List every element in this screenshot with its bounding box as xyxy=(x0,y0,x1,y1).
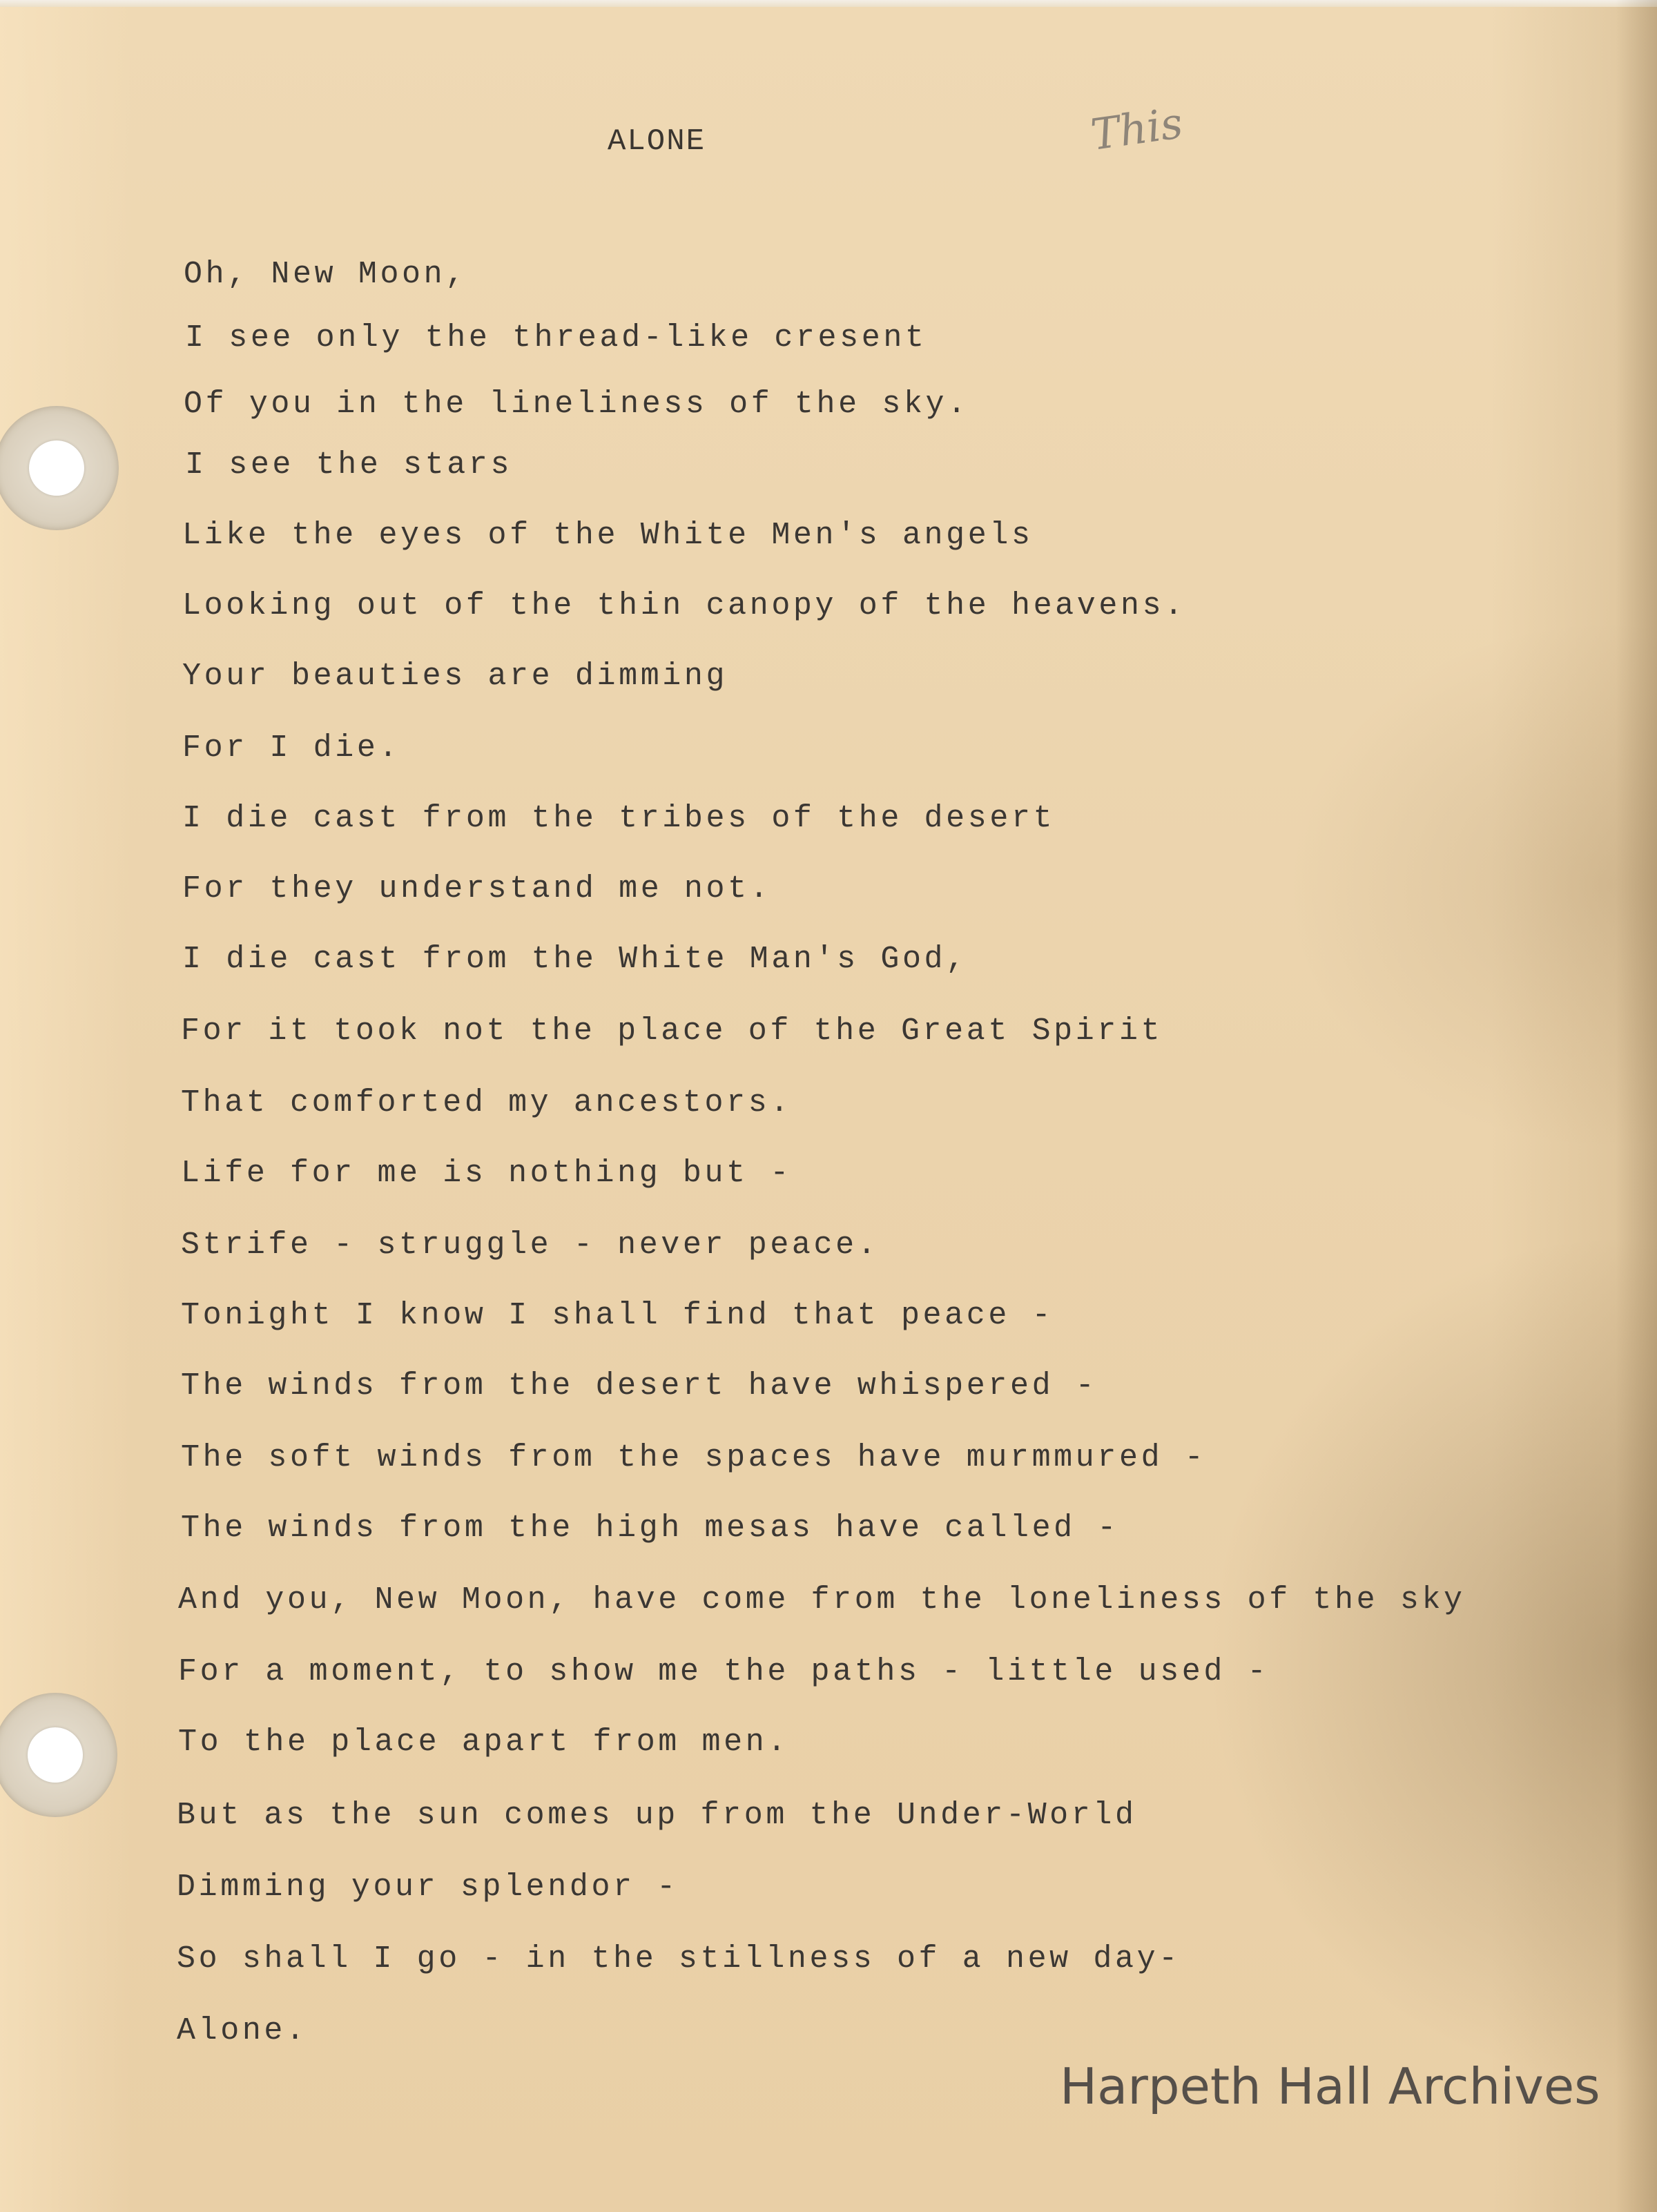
poem-line: But as the sun comes up from the Under-World xyxy=(177,1798,1137,1833)
poem-title: ALONE xyxy=(608,124,706,159)
poem-line: Alone. xyxy=(177,2013,308,2048)
poem-line: The winds from the desert have whispered - xyxy=(181,1368,1098,1404)
poem-line: Like the eyes of the White Men's angels xyxy=(182,518,1034,553)
handwritten-note: This xyxy=(1087,97,1186,160)
poem-line: The soft winds from the spaces have murmmured - xyxy=(181,1440,1207,1475)
poem-line: Of you in the lineliness of the sky. xyxy=(184,387,969,422)
paper-edge-shadow xyxy=(1616,0,1657,2212)
poem-line: I die cast from the White Man's God, xyxy=(182,942,968,977)
punch-hole-bottom xyxy=(0,1693,117,1817)
poem-line: I see the stars xyxy=(185,447,513,483)
poem-line: For a moment, to show me the paths - little used - xyxy=(178,1654,1270,1689)
archive-watermark: Harpeth Hall Archives xyxy=(1060,2057,1600,2115)
poem-line: To the place apart from men. xyxy=(178,1725,789,1760)
poem-line: For I die. xyxy=(182,730,401,766)
poem-line: Your beauties are dimming xyxy=(182,659,728,694)
poem-line: Strife - struggle - never peace. xyxy=(181,1228,880,1263)
poem-line: Life for me is nothing but - xyxy=(181,1156,792,1191)
poem-line: For they understand me not. xyxy=(182,871,772,906)
poem-line: The winds from the high mesas have called - xyxy=(181,1511,1119,1546)
poem-line: That comforted my ancestors. xyxy=(181,1085,792,1120)
poem-line: Tonight I know I shall find that peace - xyxy=(181,1298,1054,1333)
poem-line: So shall I go - in the stillness of a new day- xyxy=(177,1941,1181,1977)
paper-top-edge xyxy=(0,0,1657,7)
punch-hole-top xyxy=(0,406,119,530)
poem-line: Looking out of the thin canopy of the heavens. xyxy=(182,588,1186,623)
poem-line: I see only the thread-like cresent xyxy=(185,320,927,356)
poem-line: For it took not the place of the Great Spirit xyxy=(181,1013,1163,1049)
poem-line: Oh, New Moon, xyxy=(184,257,467,292)
poem-line: And you, New Moon, have come from the loneliness of the sky xyxy=(178,1582,1466,1618)
poem-line: Dimming your splendor - xyxy=(177,1870,679,1905)
poem-line: I die cast from the tribes of the desert xyxy=(182,801,1056,836)
